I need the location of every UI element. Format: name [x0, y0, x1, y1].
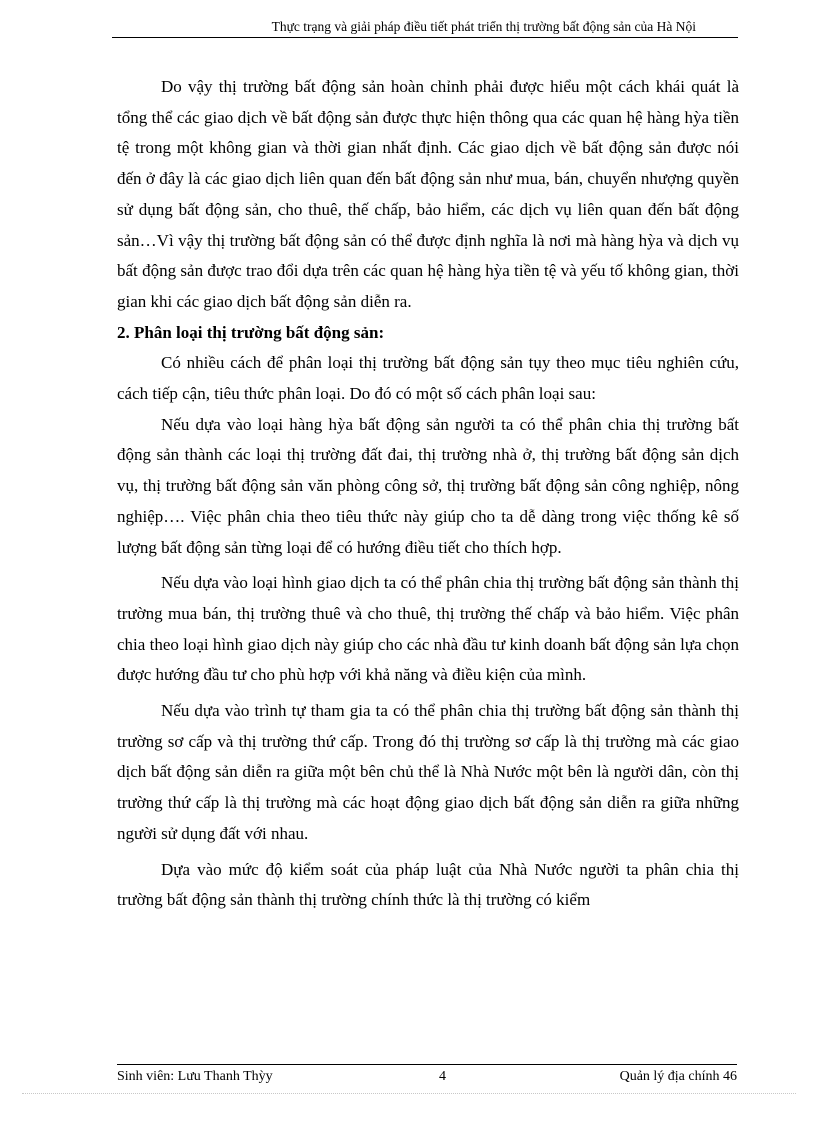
page-bottom-dotted-line	[22, 1093, 796, 1094]
paragraph-market-definition: Do vậy thị trường bất động sản hoàn chỉnh phải được hiểu một cách khái quát là tổng thể các giao dịch về bất động sản được thực hiện thông qua các quan hệ hàng hỳa tiền tệ trong một không gian và thời gian nhất định. Các giao dịch về bất động sản được nói đến ở đây là các giao dịch liên quan đến bất động sản như mua, bán, chuyển nhượng quyền sử dụng bất động sản, cho thuê, thế chấp, bảo hiểm, các dịch vụ liên quan đến bất động sản…Vì vậy thị trường bất động sản có thể được định nghĩa là nơi mà hàng hỳa và dịch vụ bất động sản được trao đổi dựa trên các quan hệ hàng hỳa tiền tệ và yếu tố không gian, thời gian khi các giao dịch bất động sản diễn ra.	[117, 77, 739, 311]
footer-class-name: Quản lý địa chính 46	[619, 1069, 737, 1084]
paragraph-by-transaction-type: Nếu dựa vào loại hình giao dịch ta có thể phân chia thị trường bất động sản thành thị trường mua bán, thị trường thuê và cho thuê, thị trường thế chấp và bảo hiểm. Việc phân chia theo loại hình giao dịch này giúp cho các nhà đầu tư kinh doanh bất động sản lựa chọn được hướng đầu tư cho phù hợp với khả năng và điều kiện của mình.	[117, 573, 739, 685]
document-body	[117, 72, 739, 916]
running-footer	[117, 1067, 737, 1087]
paragraph-by-participation-order: Nếu dựa vào trình tự tham gia ta có thể phân chia thị trường bất động sản thành thị trường sơ cấp và thị trường thứ cấp. Trong đó thị trường sơ cấp là thị trường mà các giao dịch bất động sản diễn ra giữa một bên chủ thể là Nhà Nước một bên là người dân, còn thị trường thứ cấp là thị trường mà các hoạt động giao dịch bất động sản diễn ra giữa những người sử dụng đất với nhau.	[117, 701, 739, 843]
footer-divider	[117, 1064, 737, 1065]
running-header: Thực trạng và giải pháp điều tiết phát triển thị trường bất động sản của Hà Nội	[112, 18, 738, 38]
paragraph-by-legal-control: Dựa vào mức độ kiểm soát của pháp luật của Nhà Nước người ta phân chia thị trường bất động sản thành thị trường chính thức là thị trường có kiểm	[117, 859, 739, 910]
footer-page-number: 4	[439, 1069, 446, 1084]
paragraph-by-goods-type: Nếu dựa vào loại hàng hỳa bất động sản người ta có thể phân chia thị trường bất động sản thành các loại thị trường đất đai, thị trường nhà ở, thị trường bất động sản dịch vụ, thị trường bất động sản văn phòng công sở, thị trường bất động sản công nghiệp, nông nghiệp…. Việc phân chia theo tiêu thức này giúp cho ta dễ dàng trong việc thống kê số lượng bất động sản từng loại để có hướng điều tiết cho thích hợp.	[117, 414, 739, 557]
section-heading: 2. Phân loại thị trường bất động sản:	[117, 322, 385, 342]
footer-student-name: Sinh viên: Lưu Thanh Thỳy	[117, 1069, 273, 1084]
paragraph-classification-intro: Có nhiều cách để phân loại thị trường bất động sản tụy theo mục tiêu nghiên cứu, cách tiếp cận, tiêu thức phân loại. Do đó có một số cách phân loại sau:	[117, 353, 739, 404]
